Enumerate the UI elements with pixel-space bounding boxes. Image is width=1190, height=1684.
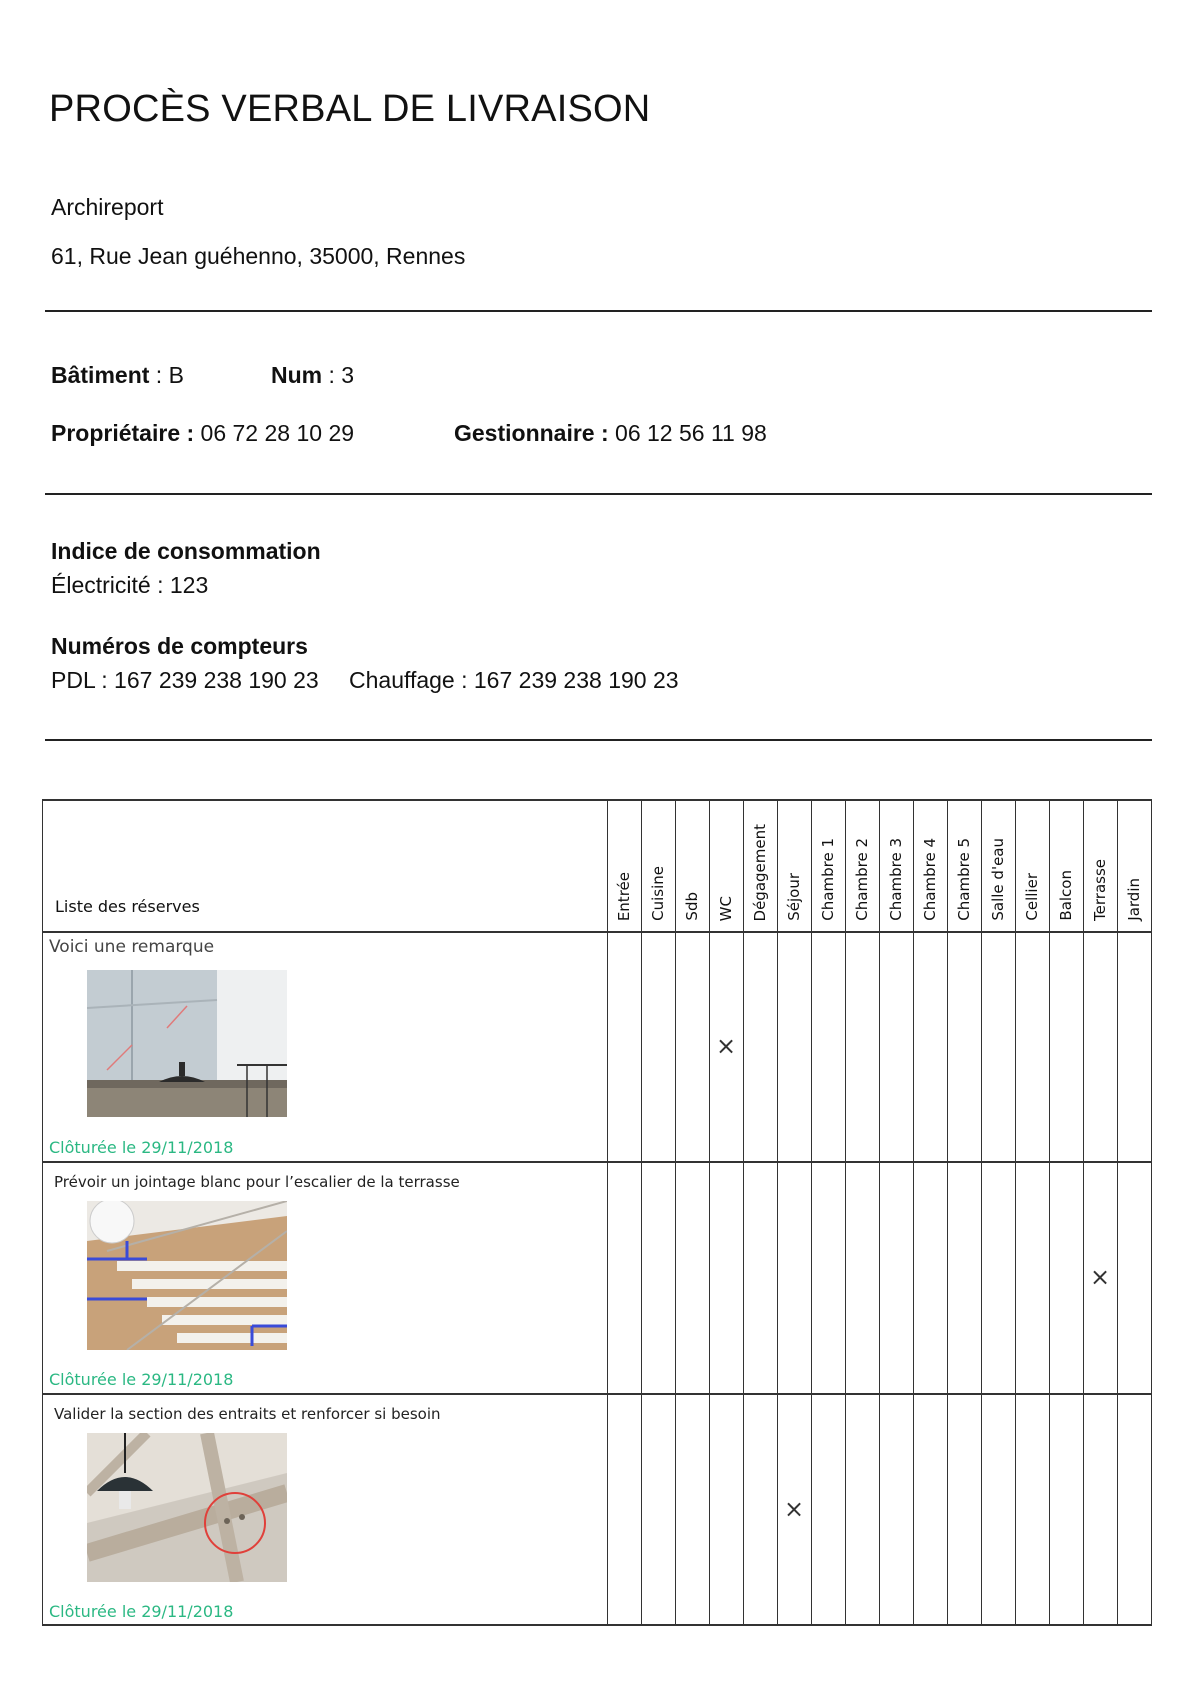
divider-1	[45, 310, 1152, 312]
column-header-15	[1083, 799, 1117, 921]
meter-chauffage: Chauffage : 167 239 238 190 23	[349, 667, 679, 693]
column-header-label: Sdb	[683, 892, 701, 921]
batiment-value: : B	[155, 362, 184, 388]
column-border-8	[879, 799, 880, 1625]
closed-date-1: Clôturée le 29/11/2018	[49, 1138, 234, 1157]
gestionnaire-label: Gestionnaire :	[454, 420, 609, 446]
gestionnaire-field	[454, 420, 767, 447]
column-header-label: Chambre 2	[853, 838, 871, 921]
column-header-label: Terrasse	[1091, 859, 1109, 921]
column-border-9	[913, 799, 914, 1625]
column-border-1	[641, 799, 642, 1625]
closed-date-3: Clôturée le 29/11/2018	[49, 1602, 234, 1621]
gestionnaire-value: 06 12 56 11 98	[615, 420, 767, 446]
column-header-label: Entrée	[615, 871, 633, 921]
check-mark-row-3: ×	[783, 1495, 805, 1523]
page-title: PROCÈS VERBAL DE LIVRAISON	[49, 88, 651, 130]
closed-date-2: Clôturée le 29/11/2018	[49, 1370, 234, 1389]
divider-3	[45, 739, 1152, 741]
column-border-4	[743, 799, 744, 1625]
remark-text-3: Valider la section des entraits et renforcer si besoin	[54, 1405, 441, 1423]
meters-heading: Numéros de compteurs	[51, 633, 308, 659]
column-border-7	[845, 799, 846, 1625]
column-header-16	[1117, 799, 1151, 921]
column-header-label: Salle d'eau	[989, 838, 1007, 921]
divider-2	[45, 493, 1152, 495]
column-header-label: Séjour	[785, 873, 803, 921]
column-border-15	[1117, 799, 1118, 1625]
column-header-3	[675, 799, 709, 921]
num-label: Num	[271, 362, 323, 388]
column-border-6	[811, 799, 812, 1625]
remark-photo-2	[87, 1201, 287, 1350]
column-header-5	[743, 799, 777, 921]
proprietaire-field	[51, 420, 354, 447]
list-header: Liste des réserves	[55, 897, 200, 916]
column-header-10	[913, 799, 947, 921]
column-header-1	[607, 799, 641, 921]
column-header-label: Balcon	[1057, 870, 1075, 921]
row-border-2	[42, 1161, 1152, 1163]
company-address: 61, Rue Jean guéhenno, 35000, Rennes	[51, 243, 466, 269]
column-header-11	[947, 799, 981, 921]
column-header-7	[811, 799, 845, 921]
column-header-8	[845, 799, 879, 921]
consumption-electricity: Électricité : 123	[51, 572, 209, 598]
row-border-1	[42, 931, 1152, 933]
table-border-left	[42, 799, 43, 1625]
num-field	[271, 362, 354, 389]
column-header-12	[981, 799, 1015, 921]
proprietaire-value: 06 72 28 10 29	[200, 420, 355, 446]
column-border-11	[981, 799, 982, 1625]
consumption-heading: Indice de consommation	[51, 538, 321, 564]
batiment-label: Bâtiment	[51, 362, 150, 388]
column-border-0	[607, 799, 608, 1625]
num-value: : 3	[328, 362, 355, 388]
column-border-12	[1015, 799, 1016, 1625]
column-border-14	[1083, 799, 1084, 1625]
column-header-label: Chambre 3	[887, 838, 905, 921]
column-header-label: Chambre 5	[955, 838, 973, 921]
batiment-field	[51, 362, 184, 389]
column-header-label: Chambre 4	[921, 838, 939, 921]
column-header-label: Dégagement	[751, 823, 769, 921]
reserves-table	[42, 799, 1152, 1625]
check-mark-row-2: ×	[1089, 1263, 1111, 1291]
remark-photo-3	[87, 1433, 287, 1582]
column-header-13	[1015, 799, 1049, 921]
column-header-9	[879, 799, 913, 921]
column-header-label: Cellier	[1023, 873, 1041, 921]
column-header-label: WC	[717, 895, 735, 921]
check-mark-row-1: ×	[715, 1032, 737, 1060]
remark-text-1: Voici une remarque	[49, 937, 215, 957]
remark-photo-1	[87, 970, 287, 1117]
column-header-14	[1049, 799, 1083, 921]
column-header-6	[777, 799, 811, 921]
column-header-2	[641, 799, 675, 921]
column-header-label: Jardin	[1125, 878, 1143, 921]
column-header-label: Chambre 1	[819, 838, 837, 921]
row-border-4	[42, 1624, 1152, 1626]
column-border-13	[1049, 799, 1050, 1625]
column-border-10	[947, 799, 948, 1625]
column-border-2	[675, 799, 676, 1625]
row-border-3	[42, 1393, 1152, 1395]
proprietaire-label: Propriétaire :	[51, 420, 195, 446]
column-border-16	[1151, 799, 1152, 1625]
column-border-3	[709, 799, 710, 1625]
remark-text-2: Prévoir un jointage blanc pour l’escalier de la terrasse	[54, 1173, 460, 1191]
meter-pdl: PDL : 167 239 238 190 23	[51, 667, 319, 693]
column-header-label: Cuisine	[649, 866, 667, 921]
company-name: Archireport	[51, 194, 164, 220]
column-header-4	[709, 799, 743, 921]
